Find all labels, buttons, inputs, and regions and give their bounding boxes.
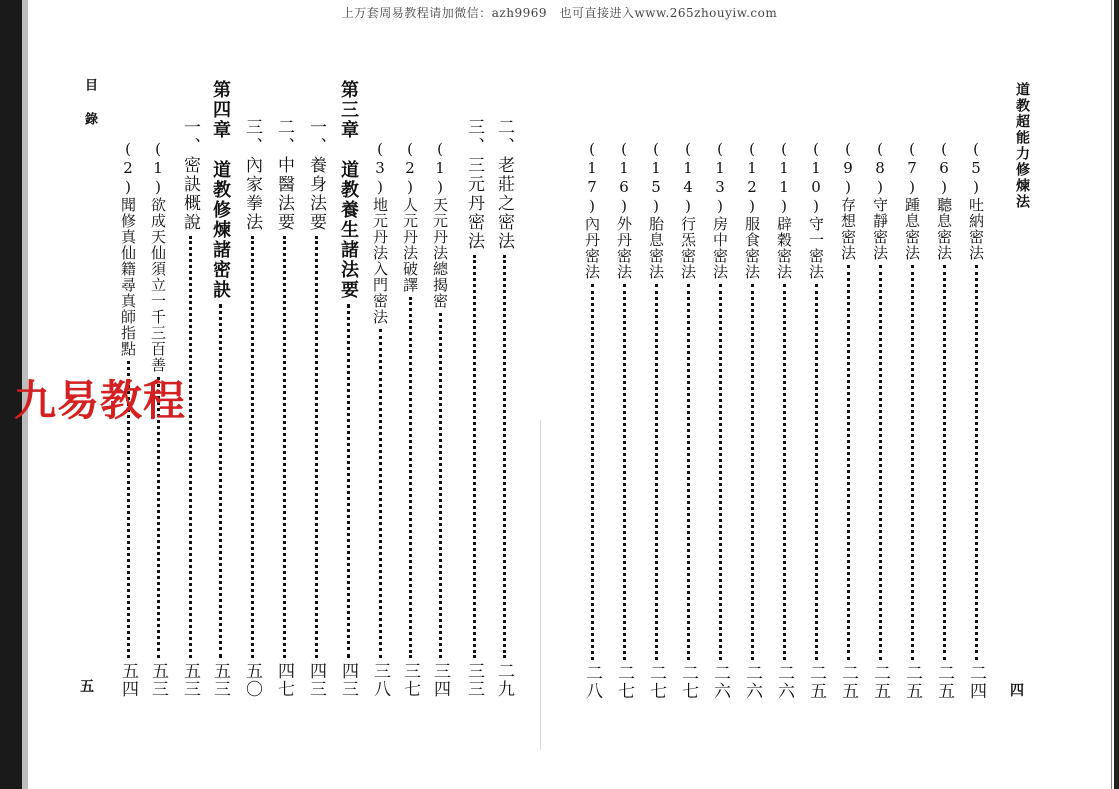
leader-dots	[473, 255, 476, 658]
toc-entry	[834, 140, 862, 700]
right-scan-border	[1114, 0, 1119, 789]
toc-entry-page: 二七	[614, 664, 634, 700]
leader-dots	[943, 265, 946, 660]
toc-entry-page: 三三	[464, 662, 484, 698]
toc-entry	[490, 118, 518, 698]
toc-entry	[930, 140, 958, 700]
leader-dots	[379, 329, 382, 658]
toc-entry-title: (2)聞修真仙籍尋真師指點	[119, 140, 137, 357]
toc-entry	[898, 140, 926, 700]
toc-entry-page: 二四	[966, 664, 986, 700]
toc-entry-page: 五三	[180, 662, 200, 698]
toc-entry-title: 三、三元丹密法	[464, 118, 484, 251]
toc-entry-title: (1)欲成天仙須立一千三百善	[149, 140, 167, 373]
toc-entry	[802, 140, 830, 700]
toc-entry-title: 第三章 道教養生諸法要	[338, 80, 359, 300]
leader-dots	[879, 265, 882, 660]
toc-entry	[270, 118, 298, 698]
toc-entry-title: (11)辟穀密法	[775, 140, 793, 280]
leader-dots	[783, 284, 786, 660]
toc-entry-title: 第四章 道教修煉諸密訣	[210, 80, 231, 300]
toc-entry-title: (14)行炁密法	[679, 140, 697, 280]
top-watermark-text: 上万套周易教程请加微信：azh9969 也可直接进入www.265zhouyiw.com	[341, 6, 778, 20]
toc-entry-title: (17)內丹密法	[583, 140, 601, 280]
brand-logo-watermark: 九易教程	[14, 376, 187, 425]
leader-dots	[189, 236, 192, 658]
leader-dots	[687, 284, 690, 660]
toc-entry	[366, 140, 394, 698]
toc-entry-title: (15)胎息密法	[647, 140, 665, 280]
left-page-folio: 五	[80, 679, 94, 695]
right-scan-border-line	[1111, 0, 1112, 789]
toc-entry-page: 二八	[582, 664, 602, 700]
right-running-title: 道教超能力修煉法	[1014, 82, 1030, 210]
toc-entry-title: (5)吐納密法	[967, 140, 985, 261]
toc-entry	[674, 140, 702, 700]
leader-dots	[751, 284, 754, 660]
toc-entry-title: (2)人元丹法破譯	[401, 140, 419, 293]
toc-entry	[426, 140, 454, 698]
toc-entry	[866, 140, 894, 700]
toc-entry-page: 二六	[742, 664, 762, 700]
toc-entry	[738, 140, 766, 700]
toc-entry-title: (6)聽息密法	[935, 140, 953, 261]
toc-entry-page: 二五	[838, 664, 858, 700]
toc-entry-title: (7)踵息密法	[903, 140, 921, 261]
toc-entry-page: 五〇	[242, 662, 262, 698]
leader-dots	[591, 284, 594, 660]
toc-entry	[706, 140, 734, 700]
chapter-heading	[334, 80, 362, 698]
toc-entry-page: 四七	[274, 662, 294, 698]
leader-dots	[219, 304, 222, 658]
toc-entry	[238, 118, 266, 698]
page-gutter	[540, 420, 541, 750]
toc-entry	[396, 140, 424, 698]
leader-dots	[315, 236, 318, 658]
toc-entry	[642, 140, 670, 700]
leader-dots	[975, 265, 978, 660]
toc-entry-title: 三、內家拳法	[242, 118, 262, 232]
chapter-heading	[206, 80, 234, 698]
leader-dots	[347, 304, 350, 658]
toc-entry-page: 二七	[678, 664, 698, 700]
toc-entry-title: 二、中醫法要	[274, 118, 294, 232]
toc-entry	[962, 140, 990, 700]
left-margin-label: 目 錄	[82, 78, 97, 129]
toc-entry-page: 二五	[902, 664, 922, 700]
toc-entry-page: 二五	[870, 664, 890, 700]
toc-entry-page: 三四	[430, 662, 450, 698]
toc-entry-page: 二六	[710, 664, 730, 700]
toc-entry-page: 四三	[306, 662, 326, 698]
toc-entry-title: (3)地元丹法入門密法	[371, 140, 389, 325]
toc-entry-page: 五三	[210, 662, 230, 698]
leader-dots	[439, 313, 442, 658]
leader-dots	[409, 297, 412, 658]
toc-entry-title: (10)守一密法	[807, 140, 825, 280]
toc-entry-page: 二七	[646, 664, 666, 700]
toc-entry-page: 三七	[400, 662, 420, 698]
toc-entry	[610, 140, 638, 700]
toc-entry	[770, 140, 798, 700]
toc-entry-title: (9)存想密法	[839, 140, 857, 261]
leader-dots	[719, 284, 722, 660]
toc-entry-title: 一、密訣概說	[180, 118, 200, 232]
leader-dots	[283, 236, 286, 658]
leader-dots	[503, 255, 506, 658]
toc-entry	[460, 118, 488, 698]
toc-entry-page: 二六	[774, 664, 794, 700]
toc-entry-title: (8)守靜密法	[871, 140, 889, 261]
toc-entry-page: 五三	[148, 662, 168, 698]
leader-dots	[911, 265, 914, 660]
toc-entry-page: 四三	[338, 662, 358, 698]
leader-dots	[815, 284, 818, 660]
toc-entry	[578, 140, 606, 700]
toc-entry-page: 三八	[370, 662, 390, 698]
toc-entry-page: 二五	[806, 664, 826, 700]
toc-entry-page: 二五	[934, 664, 954, 700]
toc-entry-title: (1)天元丹法總揭密	[431, 140, 449, 309]
leader-dots	[251, 236, 254, 658]
toc-entry-title: 二、老莊之密法	[494, 118, 514, 251]
toc-entry-title: (16)外丹密法	[615, 140, 633, 280]
toc-entry-title: (13)房中密法	[711, 140, 729, 280]
toc-entry-page: 二九	[494, 662, 514, 698]
toc-entry-page: 五四	[118, 662, 138, 698]
toc-entry-title: (12)服食密法	[743, 140, 761, 280]
toc-entry-title: 一、養身法要	[306, 118, 326, 232]
right-page-folio: 四	[1010, 683, 1024, 699]
leader-dots	[655, 284, 658, 660]
leader-dots	[623, 284, 626, 660]
toc-entry	[302, 118, 330, 698]
leader-dots	[847, 265, 850, 660]
